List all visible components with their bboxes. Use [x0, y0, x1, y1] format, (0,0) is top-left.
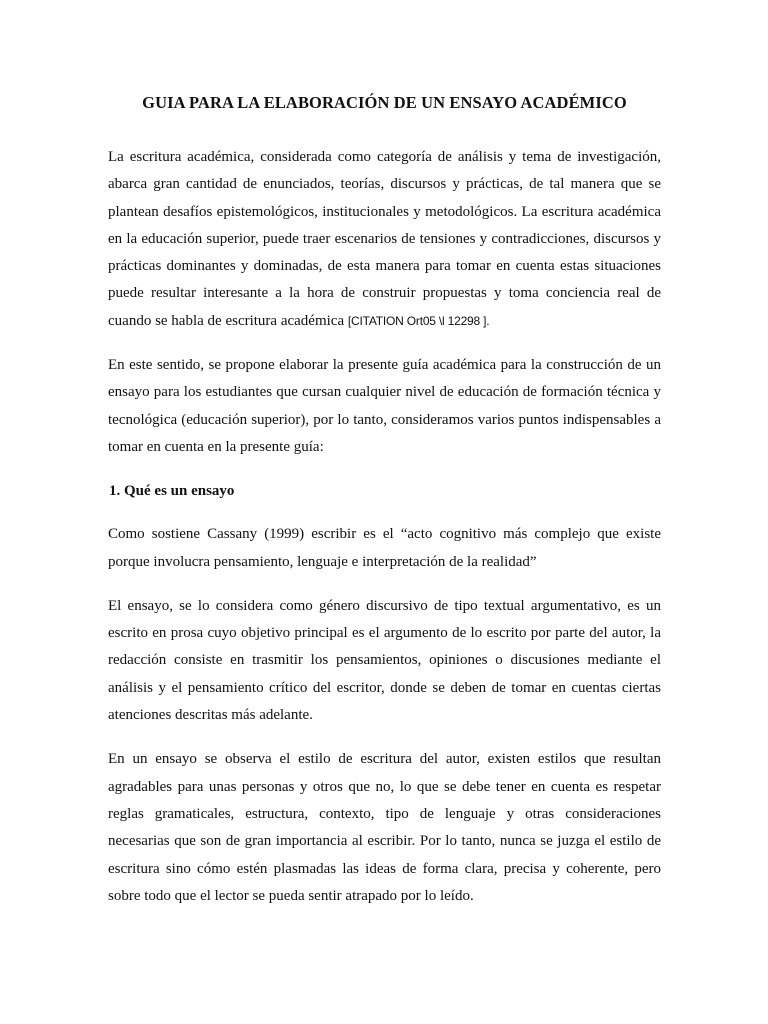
essay-definition-paragraph: El ensayo, se lo considera como género discursivo de tipo textual argumentativo, es un escrito en prosa cuyo objetivo principal es el argumento de lo escrito por parte del autor, la redacción consiste en trasmitir los pensamientos, opiniones o discusiones mediante el análisis y el pensamiento crítico del escritor, donde se deben de tomar en cuentas ciertas atenciones descritas más adelante.: [108, 597, 661, 724]
purpose-paragraph: En este sentido, se propone elaborar la presente guía académica para la construcción de un ensayo para los estudiantes que cursan cualquier nivel de educación de formación técnica y tecnológica (educación superior), por lo tanto, consideramos varios puntos indispensables a tomar en cuenta en la presente guía:: [108, 357, 661, 455]
intro-text: La escritura académica, considerada como categoría de análisis y tema de investigación, abarca gran cantidad de enunciados, teorías, discursos y prácticas, de tal manera que se plantean desafíos epistemológicos, institucionales y metodológicos. La escritura académica en la educación superior, puede traer escenarios de tensiones y contradicciones, discursos y prácticas dominantes y dominadas, de esta manera para tomar en cuenta estas situaciones puede resultar interesante a la hora de construir propuestas y toma conciencia real de cuando se habla de escritura académica: [108, 149, 661, 329]
cassany-quote-paragraph: Como sostiene Cassany (1999) escribir es el “acto cognitivo más complejo que existe porque involucra pensamiento, lenguaje e interpretación de la realidad”: [108, 526, 661, 570]
section-heading-que-es-un-ensayo: 1. Qué es un ensayo: [109, 483, 235, 500]
citation-field: [CITATION Ort05 \l 12298 ].: [347, 313, 490, 328]
writing-style-paragraph: En un ensayo se observa el estilo de escritura del autor, existen estilos que resultan agradables para unas personas y otros que no, lo que se debe tener en cuenta es respetar reglas gramaticales, estructura, contexto, tipo de lenguaje y otras consideraciones necesarias que son de gran importancia al escribir. Por lo tanto, nunca se juzga el estilo de escritura sino cómo estén plasmadas las ideas de forma clara, precisa y coherente, pero sobre todo que el lector se pueda sentir atrapado por lo leído.: [108, 751, 661, 904]
intro-paragraph: [108, 144, 661, 335]
document-title: GUIA PARA LA ELABORACIÓN DE UN ENSAYO ACADÉMICO: [142, 93, 627, 112]
document-page: [108, 92, 661, 910]
